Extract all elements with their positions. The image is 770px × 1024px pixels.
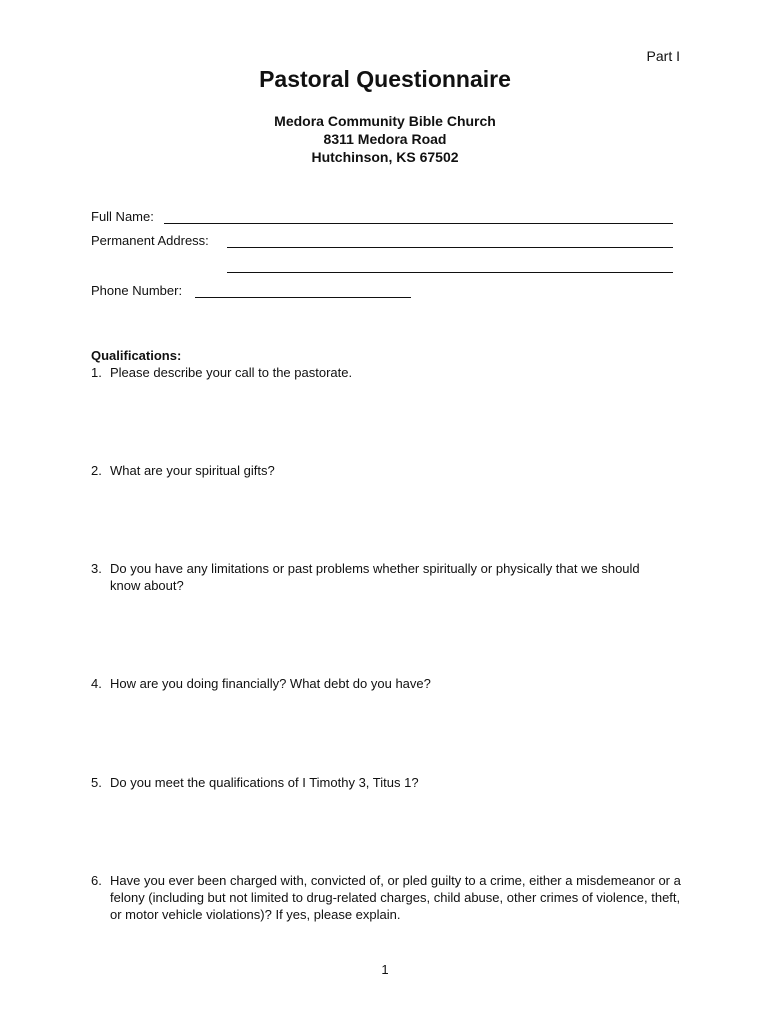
permanent-address-line-1[interactable]: [227, 247, 673, 248]
question-number: 3.: [91, 561, 102, 576]
question-number: 6.: [91, 873, 102, 888]
question-3: [91, 560, 651, 594]
question-2: [91, 462, 691, 479]
page-number: 1: [381, 962, 389, 977]
question-number: 2.: [91, 463, 102, 478]
question-text: Please describe your call to the pastorate.: [110, 365, 353, 380]
permanent-address-label: Permanent Address:: [91, 233, 209, 248]
question-text: Do you meet the qualifications of I Timothy 3, Titus 1?: [110, 775, 419, 790]
church-city: Hutchinson, KS 67502: [311, 149, 459, 165]
question-5: [91, 774, 691, 791]
phone-number-label: Phone Number:: [91, 283, 183, 298]
full-name-label: Full Name:: [91, 209, 154, 224]
church-name: Medora Community Bible Church: [274, 113, 496, 129]
question-text: What are your spiritual gifts?: [110, 463, 275, 478]
page-title: Pastoral Questionnaire: [259, 66, 511, 92]
full-name-line[interactable]: [164, 223, 673, 224]
question-text: How are you doing financially? What debt do you have?: [110, 676, 431, 691]
part-label: Part I: [646, 48, 680, 64]
question-text: Do you have any limitations or past problems whether spiritually or physically that we should know about?: [110, 561, 640, 593]
question-text: Have you ever been charged with, convicted of, or pled guilty to a crime, either a misdemeanor or a felony (including but not limited to drug-related charges, child abuse, other crimes of violence, theft, or motor vehicle violations)? If yes, please explain.: [110, 873, 681, 922]
question-number: 4.: [91, 676, 102, 691]
phone-number-line[interactable]: [195, 297, 411, 298]
church-street: 8311 Medora Road: [323, 131, 447, 147]
question-1: [91, 364, 691, 381]
question-6: [91, 872, 691, 923]
question-number: 1.: [91, 365, 102, 380]
question-4: [91, 675, 691, 692]
qualifications-heading: Qualifications:: [91, 348, 182, 363]
permanent-address-line-2[interactable]: [227, 272, 673, 273]
question-number: 5.: [91, 775, 102, 790]
